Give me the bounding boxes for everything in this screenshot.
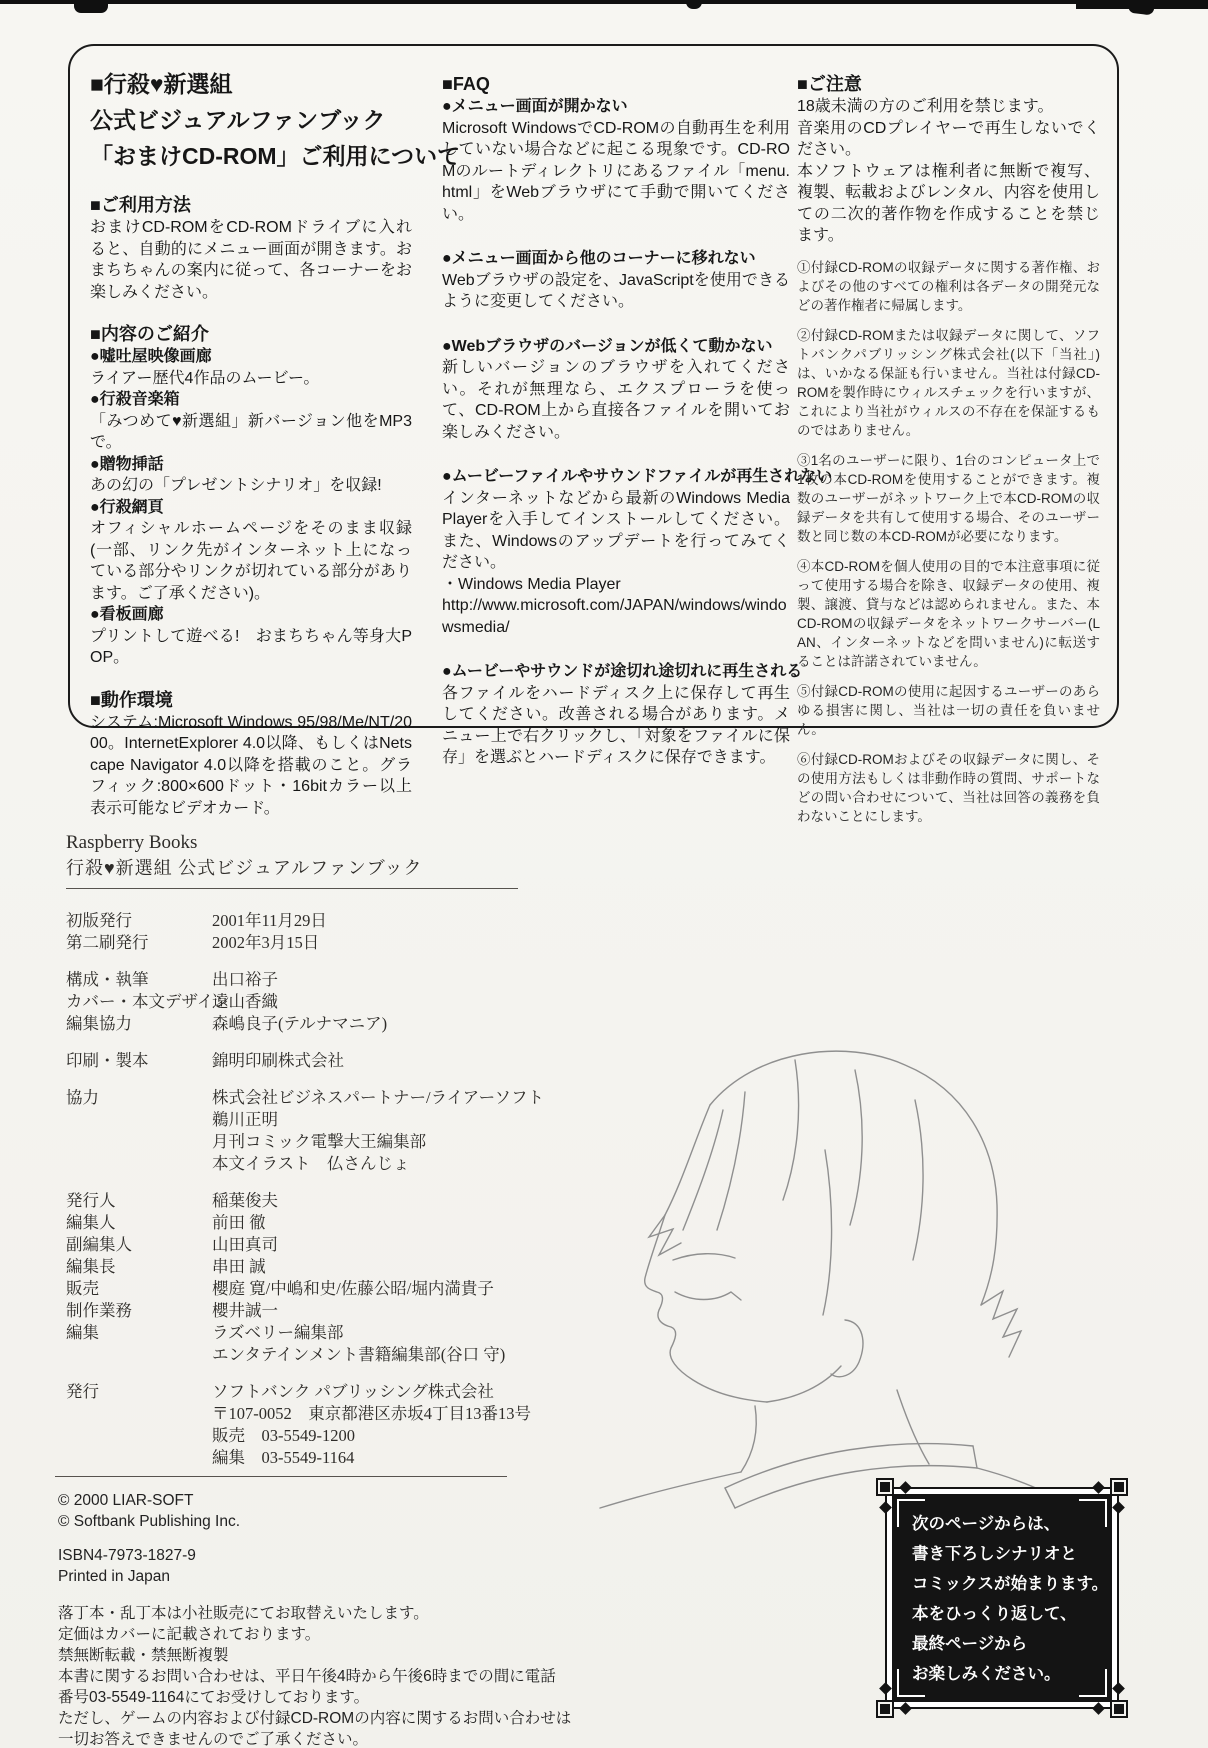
usage-column-intro <box>90 66 461 819</box>
divider-line <box>55 1476 507 1477</box>
text-line: 「みつめて♥新選組」新バージョン他をMP3で。 <box>90 412 412 451</box>
colophon-value: 出口裕子 <box>212 970 278 989</box>
text-line: ③1名のユーザーに限り、1台のコンピュータ上で1枚の本CD-ROMを使用することができます。複数のユーザーがネットワーク上で本CD-ROMの収録データを共有して使用する場合、そのユーザー数と同じ数の本CD-ROMが必要になります。 <box>797 452 1100 544</box>
colophon-value: エンタテインメント書籍編集部(谷口 守) <box>212 1345 506 1364</box>
text-line: ■ご注意 <box>797 74 862 94</box>
text-line: ⑥付録CD-ROMおよびその収録データに関し、その使用方法もしくは非動作時の質問、サポートなどの問い合わせについて、当社は回答の義務を負わないことにします。 <box>797 751 1100 824</box>
text-line: 音楽用のCDプレイヤーで再生しないでください。 <box>797 119 1100 158</box>
colophon-label <box>66 1447 212 1469</box>
colophon-label: 編集人 <box>66 1213 116 1232</box>
copyright-notes <box>58 1490 678 1748</box>
text-line: ●Webブラウザのバージョンが低くて動かない <box>442 337 773 355</box>
frame-diamond-ornament <box>1112 1682 1125 1695</box>
text-line: http://www.microsoft.com/JAPAN/windows/windowsmedia/ <box>442 597 787 636</box>
colophon-label: 発行人 <box>66 1191 116 1210</box>
colophon-label <box>66 1425 212 1447</box>
text-line: ■動作環境 <box>90 689 173 710</box>
text-line: Microsoft WindowsでCD-ROMの自動再生を利用していない場合などに起こる現象です。CD-ROMのルートディレクトリにあるファイル「menu.html」をWebブラウザにて手動で開いてください。 <box>442 119 790 223</box>
scan-edge-artifact <box>1127 1 1154 15</box>
colophon-value: 前田 徹 <box>212 1213 266 1232</box>
footer-line: ISBN4-7973-1827-9 <box>58 1547 196 1564</box>
frame-bracket-ornament <box>897 1669 925 1697</box>
frame-diamond-ornament <box>879 1682 892 1695</box>
footer-line: © 2000 LIAR-SOFT <box>58 1492 194 1509</box>
colophon-label: 副編集人 <box>66 1235 132 1254</box>
colophon-value: 錦明印刷株式会社 <box>212 1051 344 1070</box>
colophon-value: 本文イラスト 仏さんじょ <box>212 1154 410 1173</box>
frame-diamond-ornament <box>1112 1501 1125 1514</box>
text-line: 新しいバージョンのブラウザを入れてください。それが無理なら、エクスプローラを使って、CD-ROM上から直接各ファイルを開いてお楽しみください。 <box>442 359 790 441</box>
notice-line: 書き下ろしシナリオと <box>912 1545 1077 1563</box>
frame-bracket-ornament <box>1079 1669 1107 1697</box>
text-line: ②付録CD-ROMまたは収録データに関して、ソフトバンクパブリッシング株式会社(以下「当社」)は、いかなる保証も行いません。当社は付録CD-ROMを製作時にウィルスチェックを行いますが、これにより当社がウィルスの不存在を保証するものではありません。 <box>797 327 1100 438</box>
footer-line: 禁無断転載・禁無断複製 <box>58 1647 229 1664</box>
colophon-label <box>66 1153 212 1175</box>
frame-bracket-ornament <box>897 1499 925 1527</box>
text-line: ⑤付録CD-ROMの使用に起因するユーザーのあらゆる損害に関し、当社は一切の責任を負いません。 <box>797 683 1100 737</box>
colophon-value: 串田 誠 <box>212 1257 266 1276</box>
text-line: 本ソフトウェアは権利者に無断で複写、複製、転載およびレンタル、内容を使用しての二次的著作物を作成することを禁じます。 <box>797 162 1100 244</box>
notice-line: 本をひっくり返して、 <box>912 1605 1077 1623</box>
text-line: プリントして遊べる! おまちちゃん等身大POP。 <box>90 627 412 666</box>
colophon-label: 構成・執筆 <box>66 970 149 989</box>
text-line: ●行殺音楽箱 <box>90 391 180 408</box>
colophon-label: 制作業務 <box>66 1301 132 1320</box>
colophon-label <box>66 1109 212 1131</box>
frame-diamond-ornament <box>899 1702 912 1715</box>
colophon-value: 櫻庭 寛/中嶋和史/佐藤公昭/堀内満貴子 <box>212 1279 494 1298</box>
footer-line: 本書に関するお問い合わせは、平日午後4時から午後6時までの間に電話 <box>58 1668 556 1685</box>
colophon-label <box>66 1131 212 1153</box>
colophon-label: 印刷・製本 <box>66 1051 149 1070</box>
colophon-label: カバー・本文デザイン <box>66 992 230 1011</box>
notice-line: コミックスが始まります。 <box>912 1575 1109 1593</box>
text-line: ●メニュー画面から他のコーナーに移れない <box>442 250 756 267</box>
character-sketch <box>545 1030 1085 1510</box>
colophon-value: ソフトバンク パブリッシング株式会社 <box>212 1382 494 1401</box>
notice-line: 最終ページから <box>912 1635 1028 1653</box>
text-line: ■FAQ <box>442 74 490 94</box>
notice-text-panel <box>892 1494 1112 1702</box>
colophon-label: 編集 <box>66 1323 99 1342</box>
scan-edge-artifact <box>686 0 702 9</box>
book-title: 行殺♥新選組 公式ビジュアルファンブック <box>66 858 423 878</box>
colophon-value: 販売 03-5549-1200 <box>212 1426 355 1445</box>
text-line: ①付録CD-ROMの収録データに関する著作権、およびその他のすべての権利は各データの開発元などの著作権者に帰属します。 <box>797 259 1100 313</box>
colophon-row <box>66 910 666 932</box>
usage-column-notes <box>797 72 1100 826</box>
text-line: ●贈物挿話 <box>90 455 164 473</box>
text-line: 18歳未満の方のご利用を禁じます。 <box>797 98 1054 115</box>
scan-edge-artifact <box>74 0 108 13</box>
footer-line: 番号03-5549-1164にてお受けしております。 <box>58 1689 370 1706</box>
text-line: ●嘘吐屋映像画廊 <box>90 348 212 365</box>
colophon-label: 編集長 <box>66 1257 116 1276</box>
colophon-label: 販売 <box>66 1279 99 1298</box>
scan-edge-artifact <box>0 0 1208 4</box>
colophon-value: 編集 03-5549-1164 <box>212 1448 355 1467</box>
text-line: オフィシャルホームページをそのまま収録(一部、リンク先がインターネット上になっている部分やリンクが切れている部分があります。ご了承ください)。 <box>90 520 412 602</box>
notice-line: お楽しみください。 <box>912 1665 1061 1683</box>
text-line: ■内容のご紹介 <box>90 324 209 344</box>
frame-corner-ornament <box>878 1480 892 1494</box>
colophon-label: 協力 <box>66 1088 99 1107</box>
footer-line: ただし、ゲームの内容および付録CD-ROMの内容に関するお問い合わせは <box>58 1710 572 1727</box>
next-page-notice-box <box>885 1487 1119 1709</box>
text-line: ライアー歴代4作品のムービー。 <box>90 369 320 387</box>
text-line: ④本CD-ROMを個人使用の目的で本注意事項に従って使用する場合を除き、収録データの使用、複製、譲渡、貸与などは認められません。また、本CD-ROMの収録データをネットワークサーバー(LAN、インターネットなどを問いません)に転送することは許諾されていません。 <box>797 558 1100 669</box>
colophon-value: 鵜川正明 <box>212 1110 278 1129</box>
imprint-name: Raspberry Books <box>66 832 198 853</box>
text-line: システム:Microsoft Windows 95/98/Me/NT/2000。InternetExplorer 4.0以降、もしくはNetscape Navigator 4.0以降を搭載のこと。グラフィック:800×600ドット・16bitカラー以上表示可能なビデオカード。 <box>90 713 412 817</box>
text-line: Webブラウザの設定を、JavaScriptを使用できるように変更してください。 <box>442 271 790 310</box>
colophon-value: 2001年11月29日 <box>212 911 327 930</box>
colophon-label: 第二刷発行 <box>66 933 149 952</box>
frame-diamond-ornament <box>1092 1702 1105 1715</box>
colophon-value: 月刊コミック電撃大王編集部 <box>212 1132 427 1151</box>
text-line: ■行殺♥新選組 <box>90 71 233 97</box>
colophon-value: 株式会社ビジネスパートナー/ライアーソフト <box>212 1088 544 1107</box>
text-line: おまけCD-ROMをCD-ROMドライブに入れると、自動的にメニュー画面が開きます。おまちちゃんの案内に従って、各コーナーをお楽しみください。 <box>90 219 412 301</box>
colophon-row <box>66 991 666 1013</box>
text-line: ・Windows Media Player <box>442 575 621 593</box>
colophon-value: 山田真司 <box>212 1235 278 1254</box>
footer-line: Printed in Japan <box>58 1568 171 1585</box>
divider-line <box>66 888 518 889</box>
colophon-label: 初版発行 <box>66 911 132 930</box>
colophon-value: 森嶋良子(テルナマニア) <box>212 1014 388 1033</box>
text-line: ●メニュー画面が開かない <box>442 98 628 115</box>
frame-bracket-ornament <box>1079 1499 1107 1527</box>
colophon-row <box>66 932 666 954</box>
colophon-value: 櫻井誠一 <box>212 1301 278 1320</box>
colophon-row <box>66 969 666 991</box>
colophon-value: 遠山香織 <box>212 992 278 1011</box>
text-line: ●看板画廊 <box>90 606 164 623</box>
frame-corner-ornament <box>878 1702 892 1716</box>
text-line: 各ファイルをハードディスク上に保存して再生してください。改善される場合があります。メニュー上で右クリックし、「対象をファイルに保存」を選ぶとハードディスクに保存できます。 <box>442 684 790 766</box>
text-line: あの幻の「プレゼントシナリオ」を収録! <box>90 477 382 494</box>
colophon-value: ラズベリー編集部 <box>212 1323 344 1342</box>
footer-line: 定価はカバーに記載されております。 <box>58 1626 321 1643</box>
colophon-value: 2002年3月15日 <box>212 933 320 952</box>
text-line: ●ムービーやサウンドが途切れ途切れに再生される <box>442 663 803 680</box>
text-line: 公式ビジュアルファンブック <box>90 107 386 133</box>
text-line: 「おまけCD-ROM」ご利用について <box>90 143 461 169</box>
colophon-value: 稲葉俊夫 <box>212 1191 278 1210</box>
colophon-label <box>66 1344 212 1366</box>
colophon-label <box>66 1403 212 1425</box>
colophon-value: 〒107-0052 東京都港区赤坂4丁目13番13号 <box>212 1404 531 1423</box>
footer-line: 落丁本・乱丁本は小社販売にてお取替えいたします。 <box>58 1605 429 1622</box>
notice-line: 次のページからは、 <box>912 1515 1061 1533</box>
cdrom-usage-box <box>68 44 1119 824</box>
frame-corner-ornament <box>1112 1480 1126 1494</box>
text-line: ●ムービーファイルやサウンドファイルが再生されない <box>442 468 833 485</box>
frame-diamond-ornament <box>1092 1481 1105 1494</box>
text-line: インターネットなどから最新のWindows Media Playerを入手してインストールしてください。また、Windowsのアップデートを行ってみてください。 <box>442 489 790 571</box>
footer-line: © Softbank Publishing Inc. <box>58 1513 241 1530</box>
colophon-label: 発行 <box>66 1382 99 1401</box>
colophon-label: 編集協力 <box>66 1014 132 1033</box>
frame-corner-ornament <box>1112 1702 1126 1716</box>
text-line: ●行殺網頁 <box>90 498 164 516</box>
text-line: ■ご利用方法 <box>90 195 191 215</box>
footer-line: 一切お答えできませんのでご了承ください。 <box>58 1731 369 1748</box>
